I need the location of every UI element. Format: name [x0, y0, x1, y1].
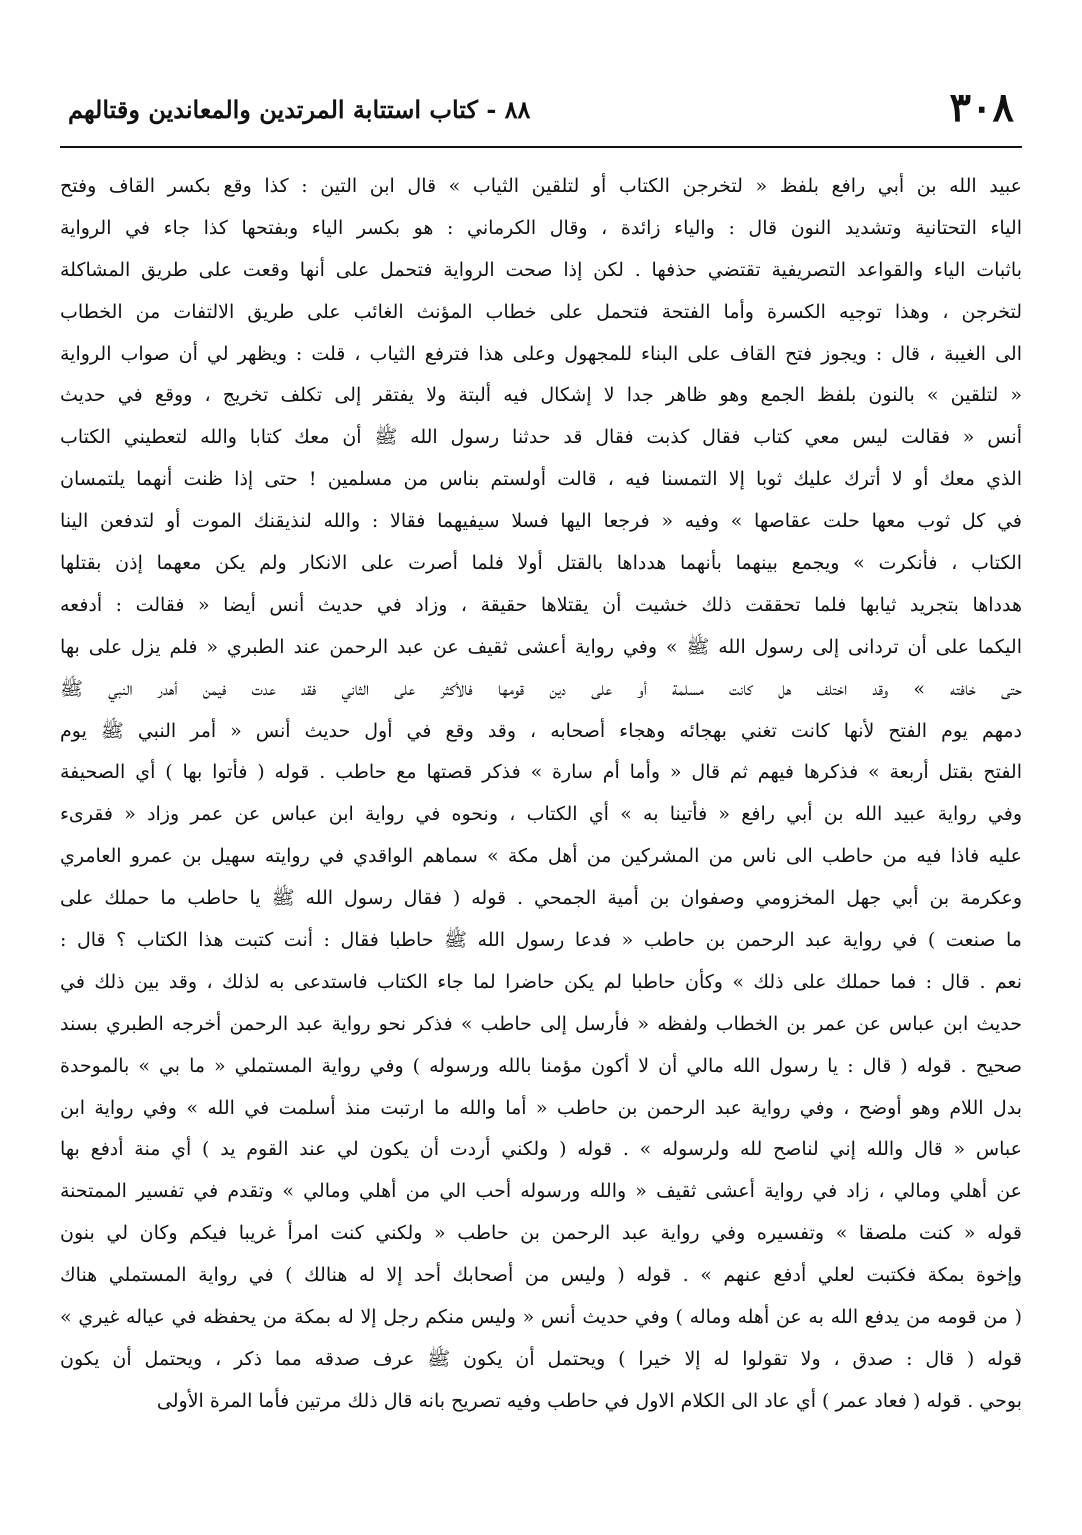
book-page	[60, 80, 1022, 1500]
text-line: عبيد الله بن أبي رافع بلفظ « لتخرجن الكتاب أو لتلقين الثياب » قال ابن التين : كذا وقع بكسر القاف وفتح	[60, 175, 1022, 197]
header-rule	[60, 146, 1022, 148]
page-header	[60, 80, 1022, 142]
text-line: في كل ثوب معها حلت عقاصها » وفيه « فرجعا اليها فسلا سيفيهما فقالا : والله لنذيقنك الموت أو لتدفعن الينا	[60, 510, 1022, 533]
text-line: دمهم يوم الفتح لأنها كانت تغني بهجائه وهجاء أصحابه ، وقد وقع في أول حديث أنس « أمر النبي ﷺ يوم	[60, 719, 1022, 742]
body-text	[60, 166, 1022, 1423]
text-line: بوحي . قوله ( فعاد عمر ) أي عاد الى الكلام الاول في حاطب وفيه تصريح بانه قال ذلك مرتين فأما المرة الأولى	[156, 1389, 1022, 1412]
text-line: وإخوة بمكة فكتبت لعلي أدفع عنهم » . قوله ( وليس من أصحابك أحد إلا له هنالك ) في رواية المستملي هناك	[60, 1264, 1022, 1287]
text-line: بدل اللام وهو أوضح ، وفي رواية عبد الرحمن بن حاطب « أما والله ما ارتبت منذ أسلمت في الله » وفي رواية ابن	[60, 1096, 1022, 1119]
text-line: هدداها بتجريد ثيابها فلما تحققت ذلك خشيت أن يقتلاها حقيقة ، وزاد في حديث أنس أيضا « فقالت : أدفعه	[60, 593, 1022, 616]
text-line: أنس « فقالت ليس معي كتاب فقال كذبت فقال قد حدثنا رسول الله ﷺ أن معك كتابا والله لتعطيني الكتاب	[60, 426, 1022, 449]
text-line: الياء التحتانية وتشديد النون قال : والياء زائدة ، وقال الكرماني : هو بكسر الياء وبفتحها كذا جاء في الرواية	[60, 216, 1022, 239]
text-line: الى الغيبة ، قال : ويجوز فتح القاف على البناء للمجهول وعلى هذا فترفع الثياب ، قلت : ويظهر لي أن صواب الرواية	[60, 342, 1022, 365]
text-line: وفي رواية عبيد الله بن أبي رافع « فأتينا به » أي الكتاب ، ونحوه في رواية ابن عباس عن عمر وزاد « فقرىء	[60, 803, 1022, 826]
text-line: « لتلقين » بالنون بلفظ الجمع وهو ظاهر جدا لا إشكال فيه ألبتة ولا يفتقر إلى تكلف تخريج ، ووقع في حديث	[60, 384, 1022, 407]
text-line: ما صنعت ) في رواية عبد الرحمن بن حاطب « فدعا رسول الله ﷺ حاطبا فقال : أنت كتبت هذا الكتاب ؟ قال :	[60, 929, 1022, 952]
text-line: نعم . قال : فما حملك على ذلك » وكأن حاطبا لم يكن حاضرا لما جاء الكتاب فاستدعى به لذلك ، وقد بين ذلك في	[60, 970, 1022, 993]
text-line: الكتاب ، فأنكرت » ويجمع بينهما بأنهما هدداها بالقتل أولا فلما أصرت على الانكار ولم يكن معهما إذن بقتلها	[60, 552, 1022, 575]
text-line: الفتح بقتل أربعة » فذكرها فيهم ثم قال « وأما أم سارة » فذكر قصتها مع حاطب . قوله ( فأتوا بها ) أي الصحيفة	[60, 761, 1022, 784]
text-line: ( من قومه من يدفع الله به عن أهله وماله ) وفي حديث أنس « وليس منكم رجل إلا له بمكة من يحفظه في عياله غيري »	[60, 1306, 1022, 1329]
text-line: باثبات الياء والقواعد التصريفية تقتضي حذفها . لكن إذا صحت الرواية فتحمل على أنها وقعت على طريق المشاكلة	[60, 258, 1022, 281]
text-line: قوله ( قال : صدق ، ولا تقولوا له إلا خيرا ) ويحتمل أن يكون ﷺ عرف صدقه مما ذكر ، ويحتمل أن يكون	[60, 1347, 1022, 1370]
page-number: ٣٠٨	[949, 84, 1014, 131]
text-line: اليكما على أن تردانى إلى رسول الله ﷺ » وفي رواية أعشى ثقيف عن عبد الرحمن عند الطبري « فلم يزل على بها	[60, 635, 1022, 658]
text-line: قوله « كنت ملصقا » وتفسيره وفي رواية عبد الرحمن بن حاطب « ولكني كنت امرأ غريبا فيكم وكان لي بنون	[60, 1222, 1022, 1245]
text-line: عن أهلي ومالي ، زاد في رواية أعشى ثقيف « والله ورسوله أحب الي من أهلي ومالي » وتقدم في تفسير الممتحنة	[60, 1180, 1022, 1203]
text-line: صحيح . قوله ( قال : يا رسول الله مالي أن لا أكون مؤمنا بالله ورسوله ) وفي رواية المستملي « ما بي » بالموحدة	[60, 1054, 1022, 1077]
text-line: عباس « قال والله إني لناصح لله ولرسوله » . قوله ( ولكني أردت أن يكون لي عند القوم يد ) أي منة أدفع بها	[60, 1138, 1022, 1161]
text-line: حتى خافته » وقد اختلف هل كانت مسلمة أو على دين قومها فالأكثر على الثاني فقد عدت فيمن أهدر النبي ﷺ	[60, 677, 1022, 700]
text-line: عليه فاذا فيه من حاطب الى ناس من المشركين من أهل مكة » سماهم الواقدي في روايته سهيل بن عمرو العامري	[60, 845, 1022, 868]
text-line: لتخرجن ، وهذا توجيه الكسرة وأما الفتحة فتحمل على خطاب المؤنث الغائب على طريق الالتفات من الخطاب	[60, 300, 1022, 323]
running-head: ٨٨ - كتاب استتابة المرتدين والمعاندين وقتالهم	[68, 95, 531, 124]
text-line: الذي معك أو لا أترك عليك ثوبا إلا التمسنا فيه ، قالت أولستم بناس من مسلمين ! حتى إذا ظنت أنهما يلتمسان	[60, 468, 1022, 491]
text-line: وعكرمة بن أبي جهل المخزومي وصفوان بن أمية الجمحي . قوله ( فقال رسول الله ﷺ يا حاطب ما حملك على	[60, 887, 1022, 910]
text-line: حديث ابن عباس عن عمر بن الخطاب ولفظه « فأرسل إلى حاطب » فذكر نحو رواية عبد الرحمن أخرجه الطبري بسند	[60, 1012, 1022, 1035]
